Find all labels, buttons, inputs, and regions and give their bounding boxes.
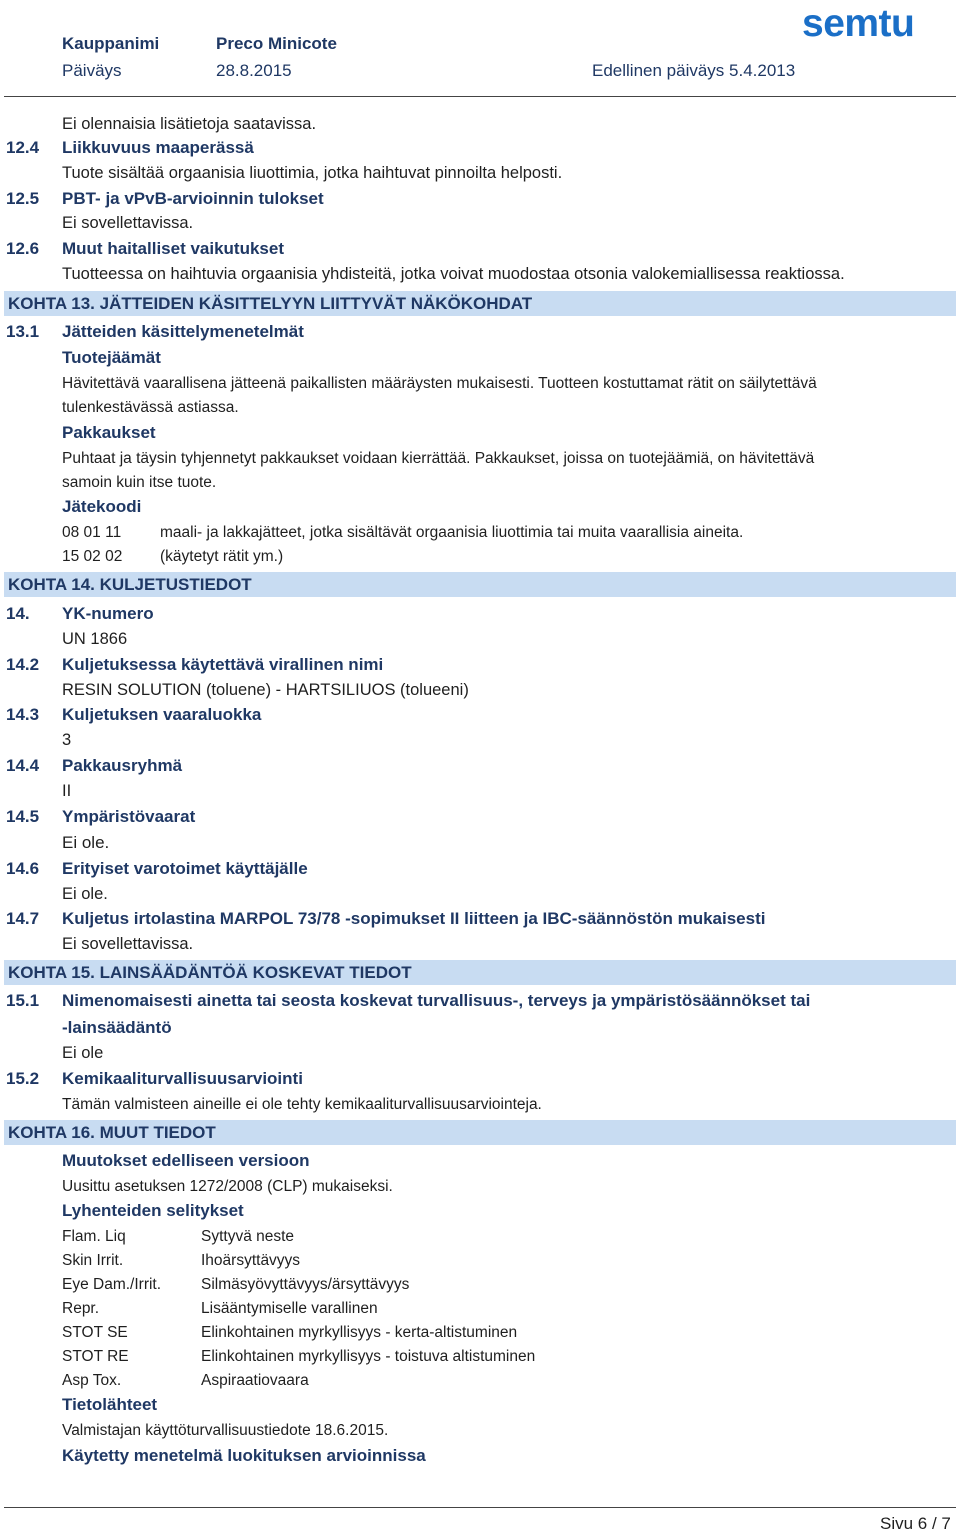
paragraph-line: samoin kuin itse tuote. xyxy=(62,474,217,491)
subsection-title: Liikkuvuus maaperässä xyxy=(62,138,254,157)
subsection-value: RESIN SOLUTION (toluene) - HARTSILIUOS (tolueeni) xyxy=(62,681,469,699)
subsection-number: 14.4 xyxy=(6,756,40,775)
subsection-value: Ei ole. xyxy=(62,885,108,903)
subsection-value: UN 1866 xyxy=(62,630,128,648)
subsection-title: Kuljetuksessa käytettävä virallinen nimi xyxy=(62,655,384,674)
subsection-title: Muut haitalliset vaikutukset xyxy=(62,239,284,258)
subsection-number: 14.2 xyxy=(6,655,40,674)
subheading-packaging: Pakkaukset xyxy=(62,423,156,442)
subsection-title: Ympäristövaarat xyxy=(62,807,196,826)
abbreviation-value: Ihoärsyttävyys xyxy=(201,1252,301,1269)
section-14-title: KOHTA 14. KULJETUSTIEDOT xyxy=(8,575,252,594)
header-divider xyxy=(4,96,956,97)
abbreviation-key: Flam. Liq xyxy=(62,1228,126,1245)
subsection-text: Tuotteessa on haihtuvia orgaanisia yhdisteitä, jotka voivat muodostaa otsonia valokemiallisessa reaktiossa. xyxy=(62,265,845,283)
paragraph-line: Hävitettävä vaarallisena jätteenä paikallisten määräysten mukaisesti. Tuotteen kostuttamat rätit on säilytettävä xyxy=(62,375,817,392)
date-label: Päiväys xyxy=(62,61,122,80)
abbreviation-value: Syttyvä neste xyxy=(201,1228,295,1245)
abbreviation-key: Skin Irrit. xyxy=(62,1252,124,1269)
abbreviation-value: Elinkohtainen myrkyllisyys - kerta-altistuminen xyxy=(201,1324,518,1341)
trade-name-label: Kauppanimi xyxy=(62,34,160,53)
page-number: Sivu 6 / 7 xyxy=(880,1514,951,1533)
subsection-title: YK-numero xyxy=(62,604,154,623)
subsection-text: Tuote sisältää orgaanisia liuottimia, jotka haihtuvat pinnoilta helposti. xyxy=(62,164,563,182)
subsection-number: 12.6 xyxy=(6,239,40,258)
subheading-method: Käytetty menetelmä luokituksen arvioinnissa xyxy=(62,1446,426,1465)
abbreviation-key: STOT SE xyxy=(62,1324,128,1341)
sources-text: Valmistajan käyttöturvallisuustiedote 18.6.2015. xyxy=(62,1422,389,1439)
subsection-title: Pakkausryhmä xyxy=(62,756,183,775)
subsection-title: Jätteiden käsittelymenetelmät xyxy=(62,322,304,341)
paragraph-line: tulenkestävässä astiassa. xyxy=(62,399,239,416)
footer-divider xyxy=(4,1507,956,1508)
subsection-title: Nimenomaisesti ainetta tai seosta koskevat turvallisuus-, terveys ja ympäristösäännökset tai xyxy=(62,991,811,1010)
semtu-logo: semtu xyxy=(802,2,915,45)
subheading-abbreviations: Lyhenteiden selitykset xyxy=(62,1201,244,1220)
waste-code-description: maali- ja lakkajätteet, jotka sisältävät orgaanisia liuottimia tai muita vaarallisia aineita. xyxy=(160,524,744,541)
abbreviation-key: Asp Tox. xyxy=(62,1372,122,1389)
abbreviation-value: Lisääntymiselle varallinen xyxy=(201,1300,378,1317)
subsection-number: 12.4 xyxy=(6,138,40,157)
abbreviation-key: Repr. xyxy=(62,1300,100,1317)
subsection-value: Ei sovellettavissa. xyxy=(62,935,194,953)
subsection-number: 14.6 xyxy=(6,859,40,878)
subsection-number: 13.1 xyxy=(6,322,40,341)
waste-code: 15 02 02 xyxy=(62,548,123,565)
subsection-title: Erityiset varotoimet käyttäjälle xyxy=(62,859,308,878)
abbreviation-value: Elinkohtainen myrkyllisyys - toistuva altistuminen xyxy=(201,1348,536,1365)
abbreviation-key: Eye Dam./Irrit. xyxy=(62,1276,162,1293)
subsection-text: Ei sovellettavissa. xyxy=(62,214,194,232)
subsection-number: 12.5 xyxy=(6,189,40,208)
subsection-value: 3 xyxy=(62,731,72,749)
subsection-title: Kuljetus irtolastina MARPOL 73/78 -sopimukset II liitteen ja IBC-säännöstön mukaisesti xyxy=(62,909,766,928)
subsection-number: 14.7 xyxy=(6,909,40,928)
subheading-changes: Muutokset edelliseen versioon xyxy=(62,1151,310,1170)
section-16-band xyxy=(4,1120,956,1145)
abbreviation-value: Aspiraatiovaara xyxy=(201,1372,309,1389)
abbreviation-key: STOT RE xyxy=(62,1348,129,1365)
section-12-lead: Ei olennaisia lisätietoja saatavissa. xyxy=(62,115,317,133)
previous-date: Edellinen päiväys 5.4.2013 xyxy=(592,61,796,80)
date-value: 28.8.2015 xyxy=(216,61,292,80)
trade-name-value: Preco Minicote xyxy=(216,34,337,53)
subsection-title: Kuljetuksen vaaraluokka xyxy=(62,705,262,724)
section-15-band xyxy=(4,960,956,985)
section-14-band xyxy=(4,572,956,597)
section-16-title: KOHTA 16. MUUT TIEDOT xyxy=(8,1123,216,1142)
subsection-number: 14.5 xyxy=(6,807,40,826)
abbreviation-value: Silmäsyövyttävyys/ärsyttävyys xyxy=(201,1276,410,1293)
subheading-product-residues: Tuotejäämät xyxy=(62,348,161,367)
section-13-title: KOHTA 13. JÄTTEIDEN KÄSITTELYYN LIITTYVÄT NÄKÖKOHDAT xyxy=(8,294,533,313)
section-15-title: KOHTA 15. LAINSÄÄDÄNTÖÄ KOSKEVAT TIEDOT xyxy=(8,963,412,982)
subsection-number: 15.1 xyxy=(6,991,40,1010)
subheading-sources: Tietolähteet xyxy=(62,1395,158,1414)
subsection-value: Tämän valmisteen aineille ei ole tehty kemikaaliturvallisuusarviointeja. xyxy=(62,1096,542,1113)
subsection-number: 14. xyxy=(6,604,30,623)
subheading-waste-code: Jätekoodi xyxy=(62,497,142,516)
subsection-title: Kemikaaliturvallisuusarviointi xyxy=(62,1069,303,1088)
waste-code: 08 01 11 xyxy=(62,524,122,541)
section-13-band xyxy=(4,291,956,316)
paragraph-line: Puhtaat ja täysin tyhjennetyt pakkaukset voidaan kierrättää. Pakkaukset, joissa on tuotejäämiä, on hävitettävä xyxy=(62,450,815,467)
changes-text: Uusittu asetuksen 1272/2008 (CLP) mukaiseksi. xyxy=(62,1178,393,1195)
subsection-title: PBT- ja vPvB-arvioinnin tulokset xyxy=(62,189,324,208)
waste-code-description: (käytetyt rätit ym.) xyxy=(160,548,284,565)
subsection-number: 15.2 xyxy=(6,1069,40,1088)
subsection-number: 14.3 xyxy=(6,705,40,724)
subsection-value: Ei ole xyxy=(62,1044,104,1062)
subsection-value: Ei ole. xyxy=(62,833,110,852)
subsection-value: II xyxy=(62,782,72,800)
subsection-title-continued: -lainsäädäntö xyxy=(62,1018,172,1037)
